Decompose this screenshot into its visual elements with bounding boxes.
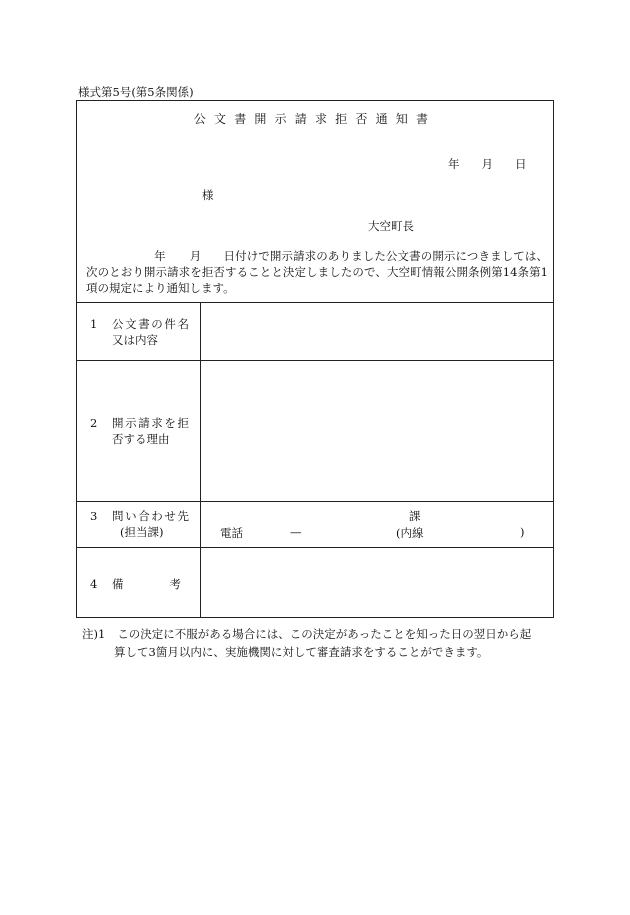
contact-phone-dash: — [290, 525, 302, 539]
row-label-line1: 開示請求を拒 [112, 416, 191, 430]
row-label-line1: 備 考 [112, 577, 181, 591]
form-number-label: 様式第5号(第5条関係) [78, 85, 194, 99]
date-day: 日 [515, 157, 527, 171]
footnote-line-1 [82, 625, 531, 643]
row-label-subject [90, 316, 196, 348]
notice-form-frame [76, 100, 554, 618]
date-year: 年 [448, 157, 460, 171]
body-text: 日付けで開示請求のありました公文書の開示につきましては、次のとおり開示請求を拒否することと決定しましたので、大空町情報公開条例第14条第1項の規定により通知します。 [86, 249, 548, 295]
row-label-remarks [90, 576, 196, 592]
notice-body [86, 248, 548, 296]
issuer-name: 大空町長 [368, 219, 414, 233]
divider-row-2 [76, 501, 554, 502]
notice-date [448, 156, 527, 172]
divider-header [76, 302, 554, 303]
contact-extension-close: ) [520, 525, 525, 539]
row-number: 4 [90, 577, 98, 591]
footnote-line-2: 算して3箇月以内に、実施機関に対して審査請求をすることができます。 [114, 645, 489, 659]
row-label-line2: 否する理由 [112, 432, 170, 446]
body-month: 月 [189, 249, 202, 263]
contact-section: 課 [409, 509, 421, 523]
divider-row-1 [76, 360, 554, 361]
row-label-line1: 問い合わせ先 [112, 509, 191, 523]
row-label-contact [90, 508, 196, 540]
column-divider [200, 302, 201, 618]
row-number: 3 [90, 509, 98, 523]
row-number: 1 [90, 317, 98, 331]
row-label-line2: 又は内容 [112, 333, 158, 347]
row-label-line1: 公文書の件名 [112, 317, 191, 331]
contact-phone-label: 電話 [220, 526, 243, 540]
row-label-reason [90, 415, 196, 447]
row-label-line2: (担当課) [120, 525, 164, 539]
footnote-label: 注)1 [82, 627, 106, 641]
contact-extension-open: (内線 [396, 526, 424, 540]
body-year: 年 [154, 249, 166, 263]
addressee-honorific: 様 [202, 188, 214, 202]
row-number: 2 [90, 416, 98, 430]
document-title: 公文書開示請求拒否通知書 [193, 112, 437, 126]
date-month: 月 [481, 157, 493, 171]
divider-row-3 [76, 547, 554, 548]
footnote-text-1: この決定に不服がある場合には、この決定があったことを知った日の翌日から起 [117, 627, 532, 641]
